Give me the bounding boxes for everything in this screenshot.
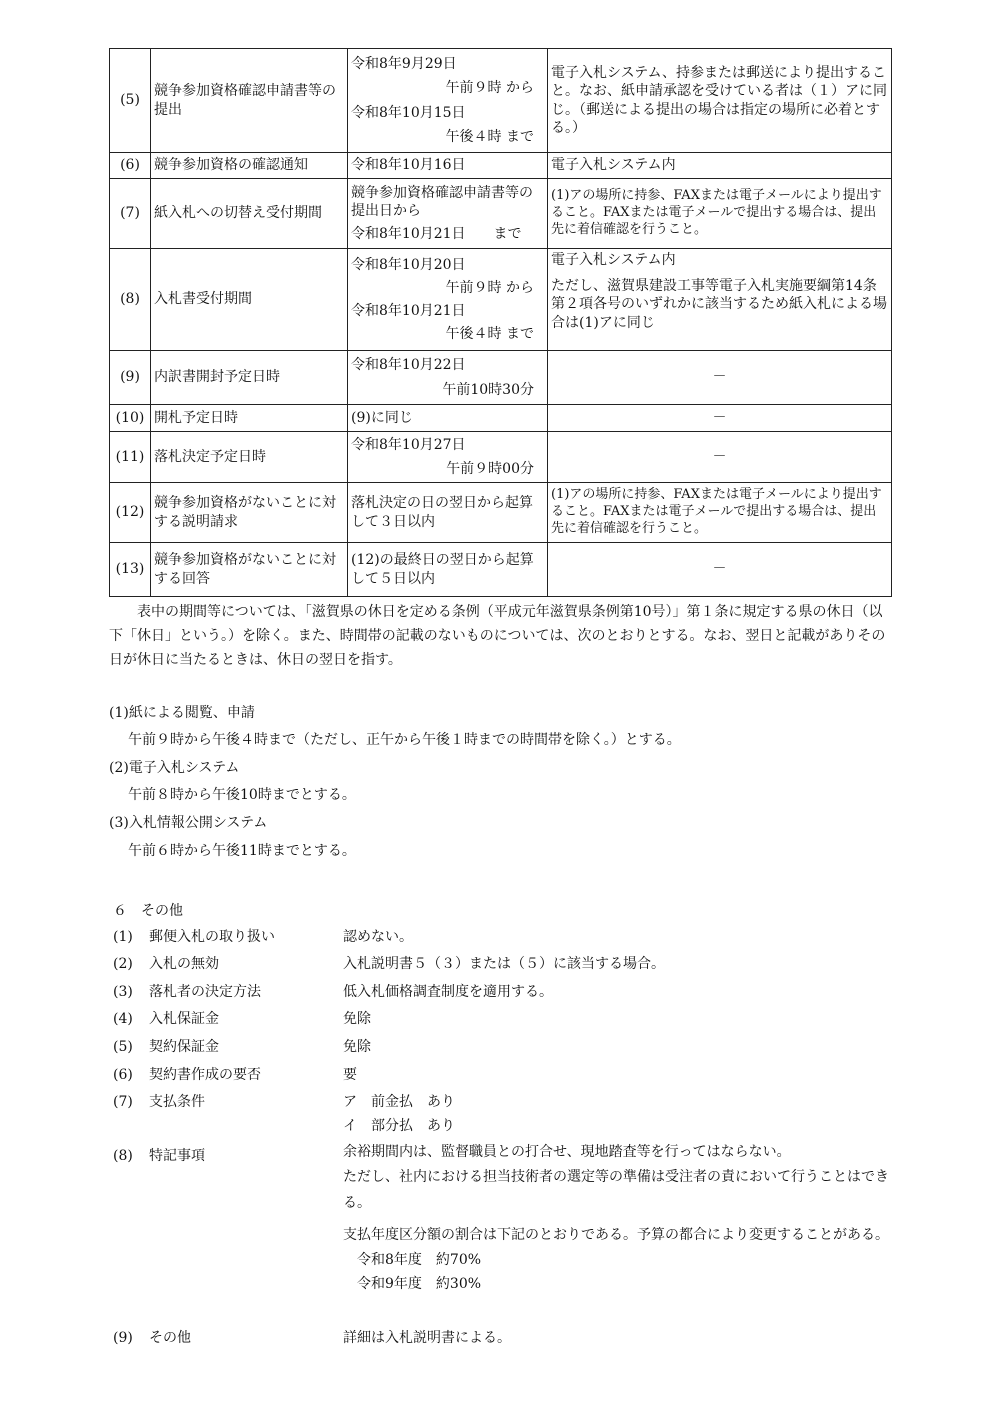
table-row [110,179,892,249]
row-note: － [548,351,892,405]
row-item: 入札書受付期間 [151,249,348,351]
row-number: (12) [110,483,151,543]
row-item: 紙入札への切替え受付期間 [151,179,348,249]
list-item: (3) 落札者の決定方法 低入札価格調査制度を適用する。 [113,984,553,1000]
row-date: 令和8年10月27日 午前９時00分 [348,432,548,483]
table-row [110,543,892,597]
hours-body-info: 午前６時から午後11時までとする。 [128,843,356,859]
list-item: (6) 契約書作成の要否 要 [113,1067,357,1083]
row-date: 令和8年9月29日 午前９時 から 令和8年10月15日 午後４時 まで [348,49,548,153]
row-date: 令和8年10月20日 午前９時 から 令和8年10月21日 午後４時 まで [348,249,548,351]
table-row [110,432,892,483]
list-item: (5) 契約保証金 免除 [113,1039,371,1055]
row-date: 令和8年10月16日 [348,153,548,179]
hours-body-electronic: 午前８時から午後10時までとする。 [128,787,356,803]
row-note: － [548,405,892,432]
row-date: 令和8年10月22日 午前10時30分 [348,351,548,405]
hours-heading-info: (3)入札情報公開システム [109,815,268,831]
table-row [110,153,892,179]
row-note: 電子入札システム内 [548,153,892,179]
row-date: (12)の最終日の翌日から起算して５日以内 [348,543,548,597]
table-row [110,351,892,405]
row-note: 電子入札システム内 ただし、滋賀県建設工事等電子入札実施要綱第14条第２項各号のいずれかに該当するため紙入札による場合は(1)アに同じ [548,249,892,351]
row-number: (7) [110,179,151,249]
row-item: 競争参加資格の確認通知 [151,153,348,179]
list-item: (7) 支払条件 ア 前金払 あり イ 部分払 あり [113,1094,455,1134]
row-date: 落札決定の日の翌日から起算して３日以内 [348,483,548,543]
row-note: 電子入札システム、持参または郵送により提出すること。なお、紙申請承認を受けている者は（１）アに同じ。（郵送による提出の場合は指定の場所に必着とする。） [548,49,892,153]
row-note: (1)アの場所に持参、FAXまたは電子メールにより提出すること。FAXまたは電子メールで提出する場合は、提出先に着信確認を行うこと。 [548,179,892,249]
row-date: 競争参加資格確認申請書等の提出日から 令和8年10月21日 まで [348,179,548,249]
schedule-table [109,48,892,597]
list-item: (8) 特記事項 余裕期間内は、監督職員との打合せ、現地踏査等を行ってはならない。 ただし、社内における担当技術者の選定等の準備は受注者の責において行うことはできる。 支払年度区分額の割合は下記のとおりである。予算の都合により変更することがある。 令和8年度 約70% 令和9年度 約30% [113,1144,889,1292]
table-row [110,49,892,153]
row-note: － [548,432,892,483]
table-row [110,405,892,432]
row-number: (5) [110,49,151,153]
hours-body-paper: 午前９時から午後４時まで（ただし、正午から午後１時までの時間帯を除く。）とする。 [128,732,681,748]
hours-heading-paper: (1)紙による閲覧、申請 [109,705,255,721]
row-item: 競争参加資格がないことに対する説明請求 [151,483,348,543]
row-item: 競争参加資格がないことに対する回答 [151,543,348,597]
row-item: 落札決定予定日時 [151,432,348,483]
row-item: 開札予定日時 [151,405,348,432]
list-item: (4) 入札保証金 免除 [113,1011,371,1027]
row-item: 競争参加資格確認申請書等の提出 [151,49,348,153]
row-number: (6) [110,153,151,179]
table-row [110,483,892,543]
row-date: (9)に同じ [348,405,548,432]
section-title: ６ その他 [113,903,183,919]
row-number: (11) [110,432,151,483]
row-number: (13) [110,543,151,597]
hours-heading-electronic: (2)電子入札システム [109,760,240,776]
table-row [110,249,892,351]
list-item: (2) 入札の無効 入札説明書５（３）または（５）に該当する場合。 [113,956,665,972]
row-number: (8) [110,249,151,351]
list-item: (1) 郵便入札の取り扱い 認めない。 [113,929,413,945]
row-note: (1)アの場所に持参、FAXまたは電子メールにより提出すること。FAXまたは電子メールで提出する場合は、提出先に着信確認を行うこと。 [548,483,892,543]
row-note: － [548,543,892,597]
row-number: (9) [110,351,151,405]
row-number: (10) [110,405,151,432]
holiday-note-paragraph: 表中の期間等については、「滋賀県の休日を定める条例（平成元年滋賀県条例第10号）」第１条に規定する県の休日（以下「休日」という。）を除く。また、時間帯の記載のないものについては、次のとおりとする。なお、翌日と記載がありその日が休日に当たるときは、休日の翌日を指す。 [109,604,886,668]
row-item: 内訳書開封予定日時 [151,351,348,405]
list-item: (9) その他 詳細は入札説明書による。 [113,1330,511,1346]
